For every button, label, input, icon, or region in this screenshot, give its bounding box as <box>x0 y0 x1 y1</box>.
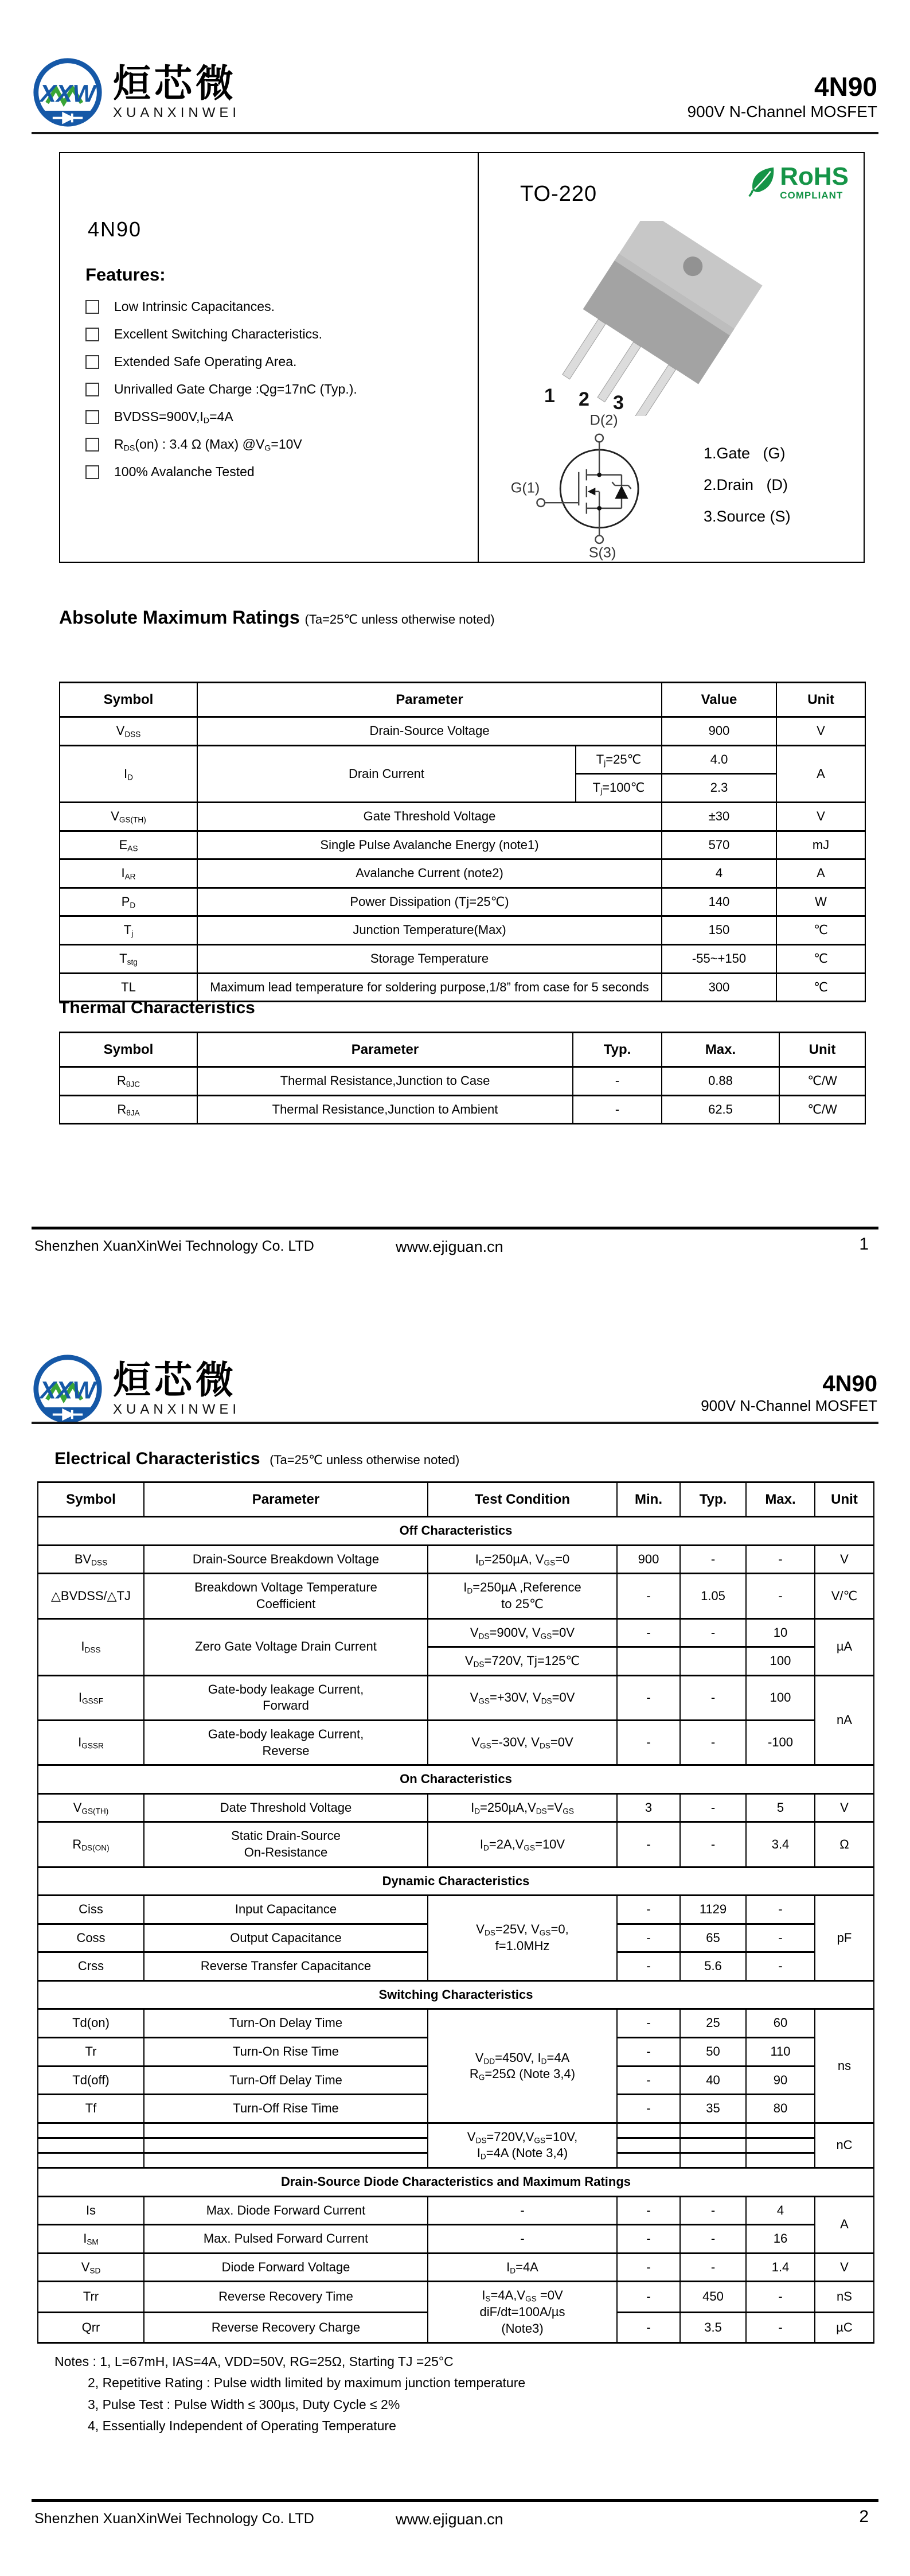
table-row: $I_{GSSR}$ Gate-body leakage Current, Reverse $V_{GS}=-30V$, $V_{DS}=0V$ - - -100 <box>38 1720 874 1765</box>
header-rule <box>32 1422 878 1424</box>
mosfet-symbol <box>507 413 697 562</box>
feature-item: Low Intrinsic Capacitances. <box>85 299 357 314</box>
feature-item: 100% Avalanche Tested <box>85 464 357 480</box>
header-rule <box>32 132 878 134</box>
footer-website: www.ejiguan.cn <box>396 1238 503 1255</box>
table-row: $V_{GS(TH)}$ Gate Threshold Voltage ±30 V <box>60 802 865 831</box>
pin-number-3: 3 <box>613 392 624 414</box>
section-row: Switching Characteristics <box>38 1980 874 2009</box>
elec-title: Electrical Characteristics (Ta=25℃ unless otherwise noted) <box>54 1449 460 1468</box>
note-line: 3, Pulse Test : Pulse Width ≤ 300µs, Duty Cycle ≤ 2% <box>88 2396 400 2412</box>
section-row: Drain-Source Diode Characteristics and Maximum Ratings <box>38 2168 874 2197</box>
table-row: $T_j$ Junction Temperature(Max) 150 ℃ <box>60 916 865 945</box>
elec-condition: (Ta=25℃ unless otherwise noted) <box>270 1453 460 1467</box>
table-header-row: Symbol Parameter Typ. Max. Unit <box>60 1033 865 1067</box>
feature-item: $R_{DS}(on)$ : 3.4 Ω (Max) $@V_G=10V$ <box>85 437 357 452</box>
electrical-table <box>37 1481 874 2344</box>
table-row: Qrr Reverse Recovery Charge - 3.5 - µC <box>38 2312 874 2342</box>
features-title: Features: <box>85 264 166 285</box>
section-row: Dynamic Characteristics <box>38 1867 874 1896</box>
intro-box <box>59 152 865 563</box>
checkbox-icon <box>85 438 99 452</box>
table-row: △BVDSS/△TJ Breakdown Voltage Temperature Coefficient $I_D=250\mu A$ ,Reference to 25℃ - 1.05 - V/℃ <box>38 1574 874 1618</box>
checkbox-icon <box>85 355 99 369</box>
table-row: Is Max. Diode Forward Current - - - 4 A <box>38 2196 874 2225</box>
logo-mark-icon <box>32 56 104 129</box>
table-row: $I_{GSSF}$ Gate-body leakage Current, Forward $V_{GS}=+30V$, $V_{DS}=0V$ - - 100 nA <box>38 1675 874 1720</box>
table-header-row: Symbol Parameter Test Condition Min. Typ. Max. Unit <box>38 1482 874 1517</box>
table-row: $V_{DS}=720V$, Tj=125℃ 100 <box>38 1647 874 1676</box>
logo-monogram: XXW <box>40 80 96 108</box>
note-line: 4, Essentially Independent of Operating Temperature <box>88 2418 396 2433</box>
checkbox-icon <box>85 465 99 479</box>
table-row: Tr Turn-On Rise Time - 50 110 <box>38 2038 874 2067</box>
feature-item: Extended Safe Operating Area. <box>85 354 357 369</box>
company-logo <box>32 56 240 129</box>
header-product <box>701 1371 877 1415</box>
intro-left <box>60 153 479 562</box>
checkbox-icon <box>85 410 99 424</box>
logo-text <box>113 61 241 121</box>
table-row: $R_{\theta JC}$ Thermal Resistance,Junction to Case - 0.88 ℃/W <box>60 1067 865 1096</box>
features-list <box>85 299 357 492</box>
table-row: $V_{DS}=720V,V_{GS}=10V$, $I_D=4A$ (Note 3,4) nC <box>38 2123 874 2138</box>
page-number: 2 <box>859 2507 869 2526</box>
checkbox-icon <box>85 383 99 396</box>
table-header-row: Symbol Parameter Value Unit <box>60 683 865 717</box>
table-row: $I_{DSS}$ Zero Gate Voltage Drain Current $V_{DS}=900V$, $V_{GS}=0V$ - - 10 µA <box>38 1618 874 1647</box>
table-row: Td(off) Turn-Off Delay Time - 40 90 <box>38 2066 874 2095</box>
table-row: $T_j=100℃$ 2.3 <box>60 774 865 803</box>
logo-english: XUANXINWEI <box>113 105 241 121</box>
feature-item: Unrivalled Gate Charge :Qg=17nC (Typ.). <box>85 382 357 397</box>
table-row: $V_{DSS}$ Drain-Source Voltage 900 V <box>60 717 865 746</box>
table-row: $I_{SM}$ Max. Pulsed Forward Current - - - 16 <box>38 2225 874 2254</box>
pin-number-1: 1 <box>544 385 555 407</box>
product-number: 4N90 <box>822 1371 877 1396</box>
table-row: $E_{AS}$ Single Pulse Avalanche Energy (note1) 570 mJ <box>60 831 865 859</box>
feature-item: $BVDSS=900V,I_D=4A$ <box>85 409 357 425</box>
intro-part-title: 4N90 <box>88 217 142 241</box>
pin-legend: 1.Gate (G) 2.Drain (D) 3.Source (S) <box>704 445 791 525</box>
table-row: $T_{stg}$ Storage Temperature -55~+150 ℃ <box>60 944 865 973</box>
checkbox-icon <box>85 328 99 341</box>
table-row: TL Maximum lead temperature for soldering purpose,1/8” from case for 5 seconds 300 ℃ <box>60 973 865 1002</box>
company-logo <box>32 1353 240 1425</box>
note-line: 2, Repetitive Rating : Pulse width limited by maximum junction temperature <box>88 2375 526 2391</box>
logo-chinese: 烜芯微 <box>113 61 237 104</box>
notes <box>54 2351 525 2437</box>
logo-chinese: 烜芯微 <box>113 1358 237 1401</box>
rohs-text: RoHS COMPLIANT <box>780 162 849 201</box>
table-row: Ciss Input Capacitance $V_{DS}=25V$, $V_{GS}=0$, f=1.0MHz - 1129 - pF <box>38 1896 874 1924</box>
logo-monogram: XXW <box>40 1376 96 1404</box>
logo-mark-icon <box>32 1353 104 1425</box>
table-row: Td(on) Turn-On Delay Time $V_{DD}=450V$, $I_D=4A$ $R_G=25\Omega$ (Note 3,4) - 25 60 ns <box>38 2009 874 2038</box>
footer-rule <box>32 1227 878 1229</box>
logo-text <box>113 1360 240 1418</box>
table-row: $V_{SD}$ Diode Forward Voltage $I_D=4A$ - - 1.4 V <box>38 2253 874 2282</box>
product-number: 4N90 <box>814 72 877 102</box>
table-row: Tf Turn-Off Rise Time - 35 80 <box>38 2095 874 2123</box>
drain-label: D(2) <box>589 413 618 429</box>
table-row: $I_D$ Drain Current $T_j=25℃$ 4.0 A <box>60 745 865 774</box>
note-line: Notes : 1, L=67mH, IAS=4A, VDD=50V, RG=25Ω, Starting TJ =25°C <box>54 2354 454 2369</box>
table-row: $I_{AR}$ Avalanche Current (note2) 4 A <box>60 859 865 888</box>
leaf-icon <box>748 165 778 198</box>
thermal-title: Thermal Characteristics <box>59 998 255 1017</box>
page-number: 1 <box>859 1235 869 1254</box>
checkbox-icon <box>85 300 99 314</box>
thermal-table <box>59 1032 866 1124</box>
table-row: $P_D$ Power Dissipation (Tj=25℃) 140 W <box>60 888 865 916</box>
page-2 <box>0 1337 910 2576</box>
package-image <box>495 221 804 416</box>
table-row: Coss Output Capacitance - 65 - <box>38 1924 874 1952</box>
notes-label: Notes : <box>54 2354 96 2369</box>
feature-item: Excellent Switching Characteristics. <box>85 326 357 342</box>
product-subtitle: 900V N-Channel MOSFET <box>687 102 877 120</box>
package-name: TO-220 <box>520 182 597 206</box>
footer-rule <box>32 2499 878 2502</box>
footer-website: www.ejiguan.cn <box>396 2511 503 2528</box>
abs-max-title: Absolute Maximum Ratings (Ta=25℃ unless otherwise noted) <box>59 607 495 628</box>
rohs-badge <box>748 162 849 201</box>
table-row: $R_{\theta JA}$ Thermal Resistance,Junction to Ambient - 62.5 ℃/W <box>60 1095 865 1124</box>
table-row: $BV_{DSS}$ Drain-Source Breakdown Voltage $I_D=250\mu A$, $V_{GS}=0$ 900 - - V <box>38 1545 874 1574</box>
section-row: On Characteristics <box>38 1765 874 1794</box>
pin-number-2: 2 <box>579 388 589 410</box>
footer-company: Shenzhen XuanXinWei Technology Co. LTD <box>34 1238 314 1254</box>
table-row: $V_{GS(TH)}$ Date Threshold Voltage $I_D=250\mu A,V_{DS}=V_{GS}$ 3 - 5 V <box>38 1793 874 1822</box>
header-product <box>688 72 877 122</box>
abs-max-table <box>59 682 866 1002</box>
section-row: Off Characteristics <box>38 1517 874 1546</box>
product-subtitle: 900V N-Channel MOSFET <box>701 1397 877 1414</box>
table-row: $R_{DS(ON)}$ Static Drain-Source On-Resistance $I_D=2A,V_{GS}=10V$ - - 3.4 Ω <box>38 1822 874 1867</box>
intro-right <box>479 153 864 562</box>
abs-max-condition: (Ta=25℃ unless otherwise noted) <box>304 612 495 627</box>
source-label: S(3) <box>588 544 616 561</box>
table-row: Crss Reverse Transfer Capacitance - 5.6 - <box>38 1952 874 1981</box>
footer-company: Shenzhen XuanXinWei Technology Co. LTD <box>34 2511 314 2527</box>
gate-label: G(1) <box>510 480 540 496</box>
table-row: Trr Reverse Recovery Time $I_S=4A,V_{GS} =0V$ diF/dt=100A/µs (Note3) - 450 - nS <box>38 2282 874 2312</box>
logo-english: XUANXINWEI <box>113 1402 241 1418</box>
